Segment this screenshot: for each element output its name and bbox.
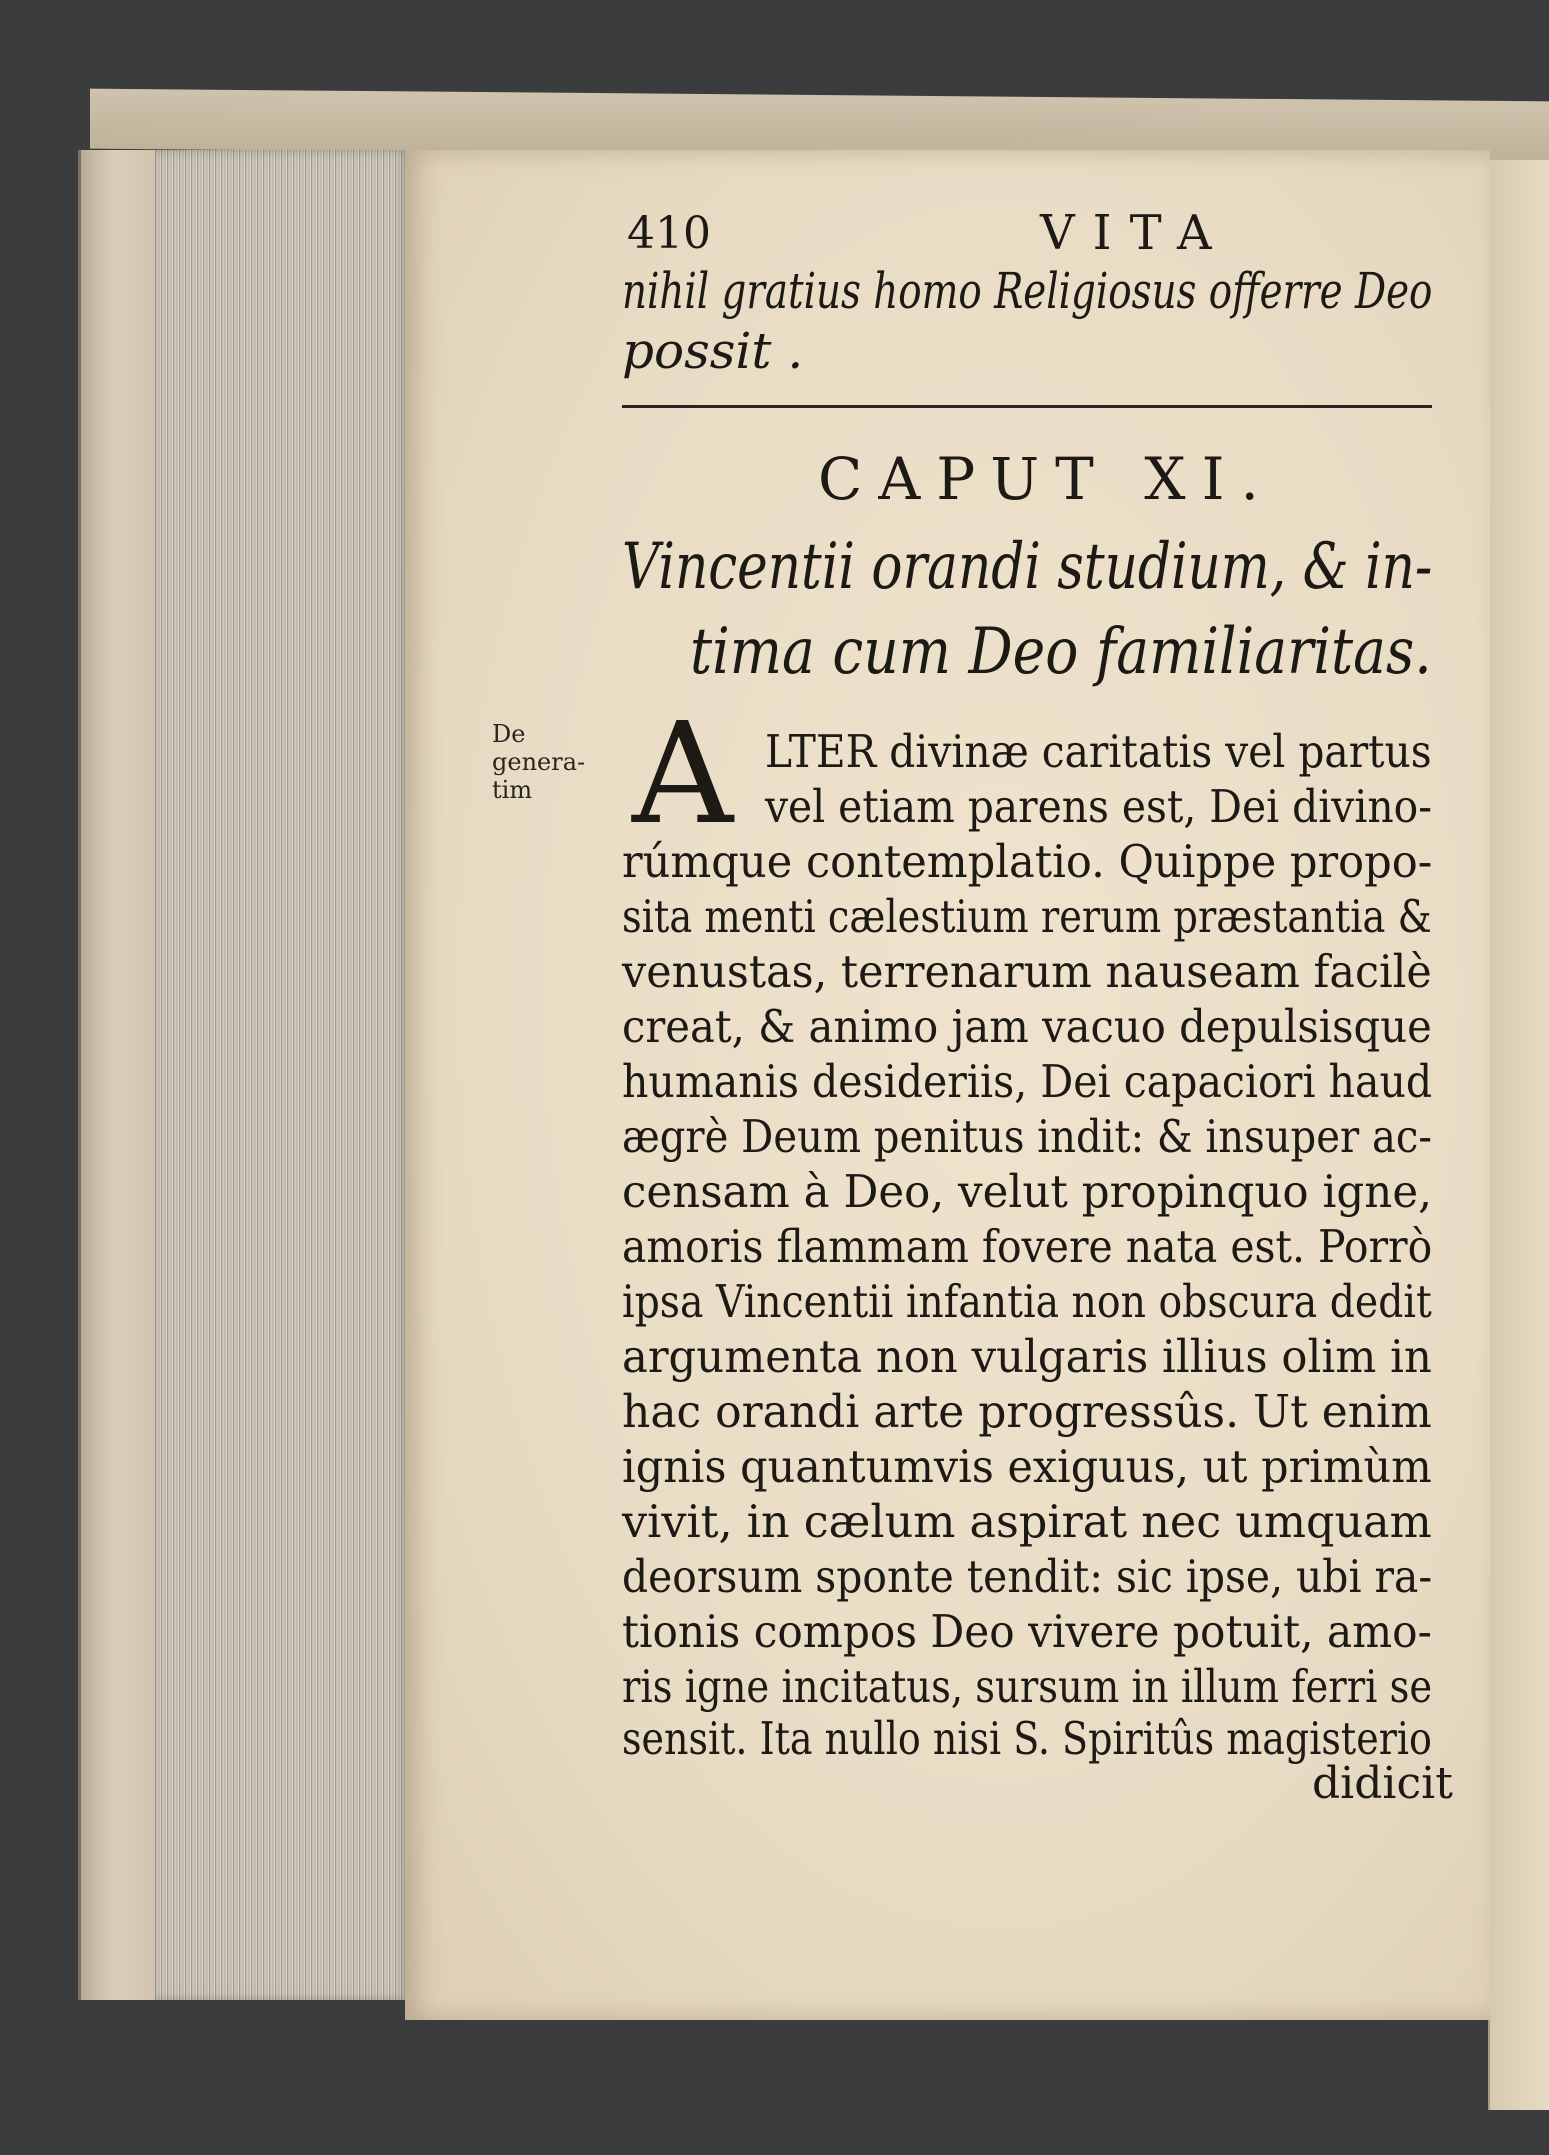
body-line: rúmque contemplatio. Quippe propo- xyxy=(622,835,1433,888)
catchword: didicit xyxy=(1312,1758,1453,1809)
chapter-title-line-2: tima cum Deo familiaritas. xyxy=(690,615,1432,689)
body-line: amoris flammam fovere nata est. Porrò xyxy=(622,1220,1433,1273)
body-line: ignis quantumvis exiguus, ut primùm xyxy=(622,1440,1432,1493)
body-line: ris igne incitatus, sursum in illum ferri se xyxy=(622,1660,1433,1713)
continuation-line-1: nihil gratius homo Religiosus offerre Deo xyxy=(622,262,1433,320)
marginal-note-line: De xyxy=(492,720,526,748)
body-line: vel etiam parens est, Dei divino- xyxy=(765,780,1432,833)
marginal-note-line: genera- xyxy=(492,748,586,776)
body-line: creat, & animo jam vacuo depulsisque xyxy=(622,1000,1432,1053)
running-title: VITA xyxy=(1040,205,1230,261)
marginal-note-line: tim xyxy=(492,776,533,804)
page-block-edges xyxy=(155,150,410,2000)
section-divider xyxy=(622,405,1432,408)
chapter-number: CAPUT XI. xyxy=(818,445,1275,513)
body-line: LTER divinæ caritatis vel partus xyxy=(765,725,1432,778)
body-line: humanis desideriis, Dei capaciori haud xyxy=(622,1055,1433,1108)
body-line: censam à Deo, velut propinquo igne, xyxy=(622,1165,1432,1218)
body-line: argumenta non vulgaris illius olim in xyxy=(622,1330,1432,1383)
body-line: deorsum sponte tendit: sic ipse, ubi ra- xyxy=(622,1550,1433,1603)
drop-capital: A xyxy=(632,693,734,856)
body-line: ægrè Deum penitus indit: & insuper ac- xyxy=(622,1110,1432,1163)
chapter-title-line-1: Vincentii orandi studium, & in- xyxy=(622,530,1433,604)
body-line: sita menti cælestium rerum præstantia & xyxy=(622,890,1432,943)
body-line: ipsa Vincentii infantia non obscura dedit xyxy=(622,1275,1432,1328)
book-cover-board xyxy=(78,150,161,2000)
page-number: 410 xyxy=(627,208,711,259)
body-line: hac orandi arte progressûs. Ut enim xyxy=(622,1385,1432,1438)
body-line: venustas, terrenarum nauseam facilè xyxy=(622,945,1432,998)
body-line: sensit. Ita nullo nisi S. Spiritûs magisterio xyxy=(622,1712,1432,1765)
marginal-note xyxy=(492,720,585,804)
facing-page-edge xyxy=(1488,160,1549,2110)
body-line: vivit, in cælum aspirat nec umquam xyxy=(622,1495,1432,1548)
body-line: tionis compos Deo vivere potuit, amo- xyxy=(622,1605,1432,1658)
continuation-line-2: possit . xyxy=(622,322,804,380)
